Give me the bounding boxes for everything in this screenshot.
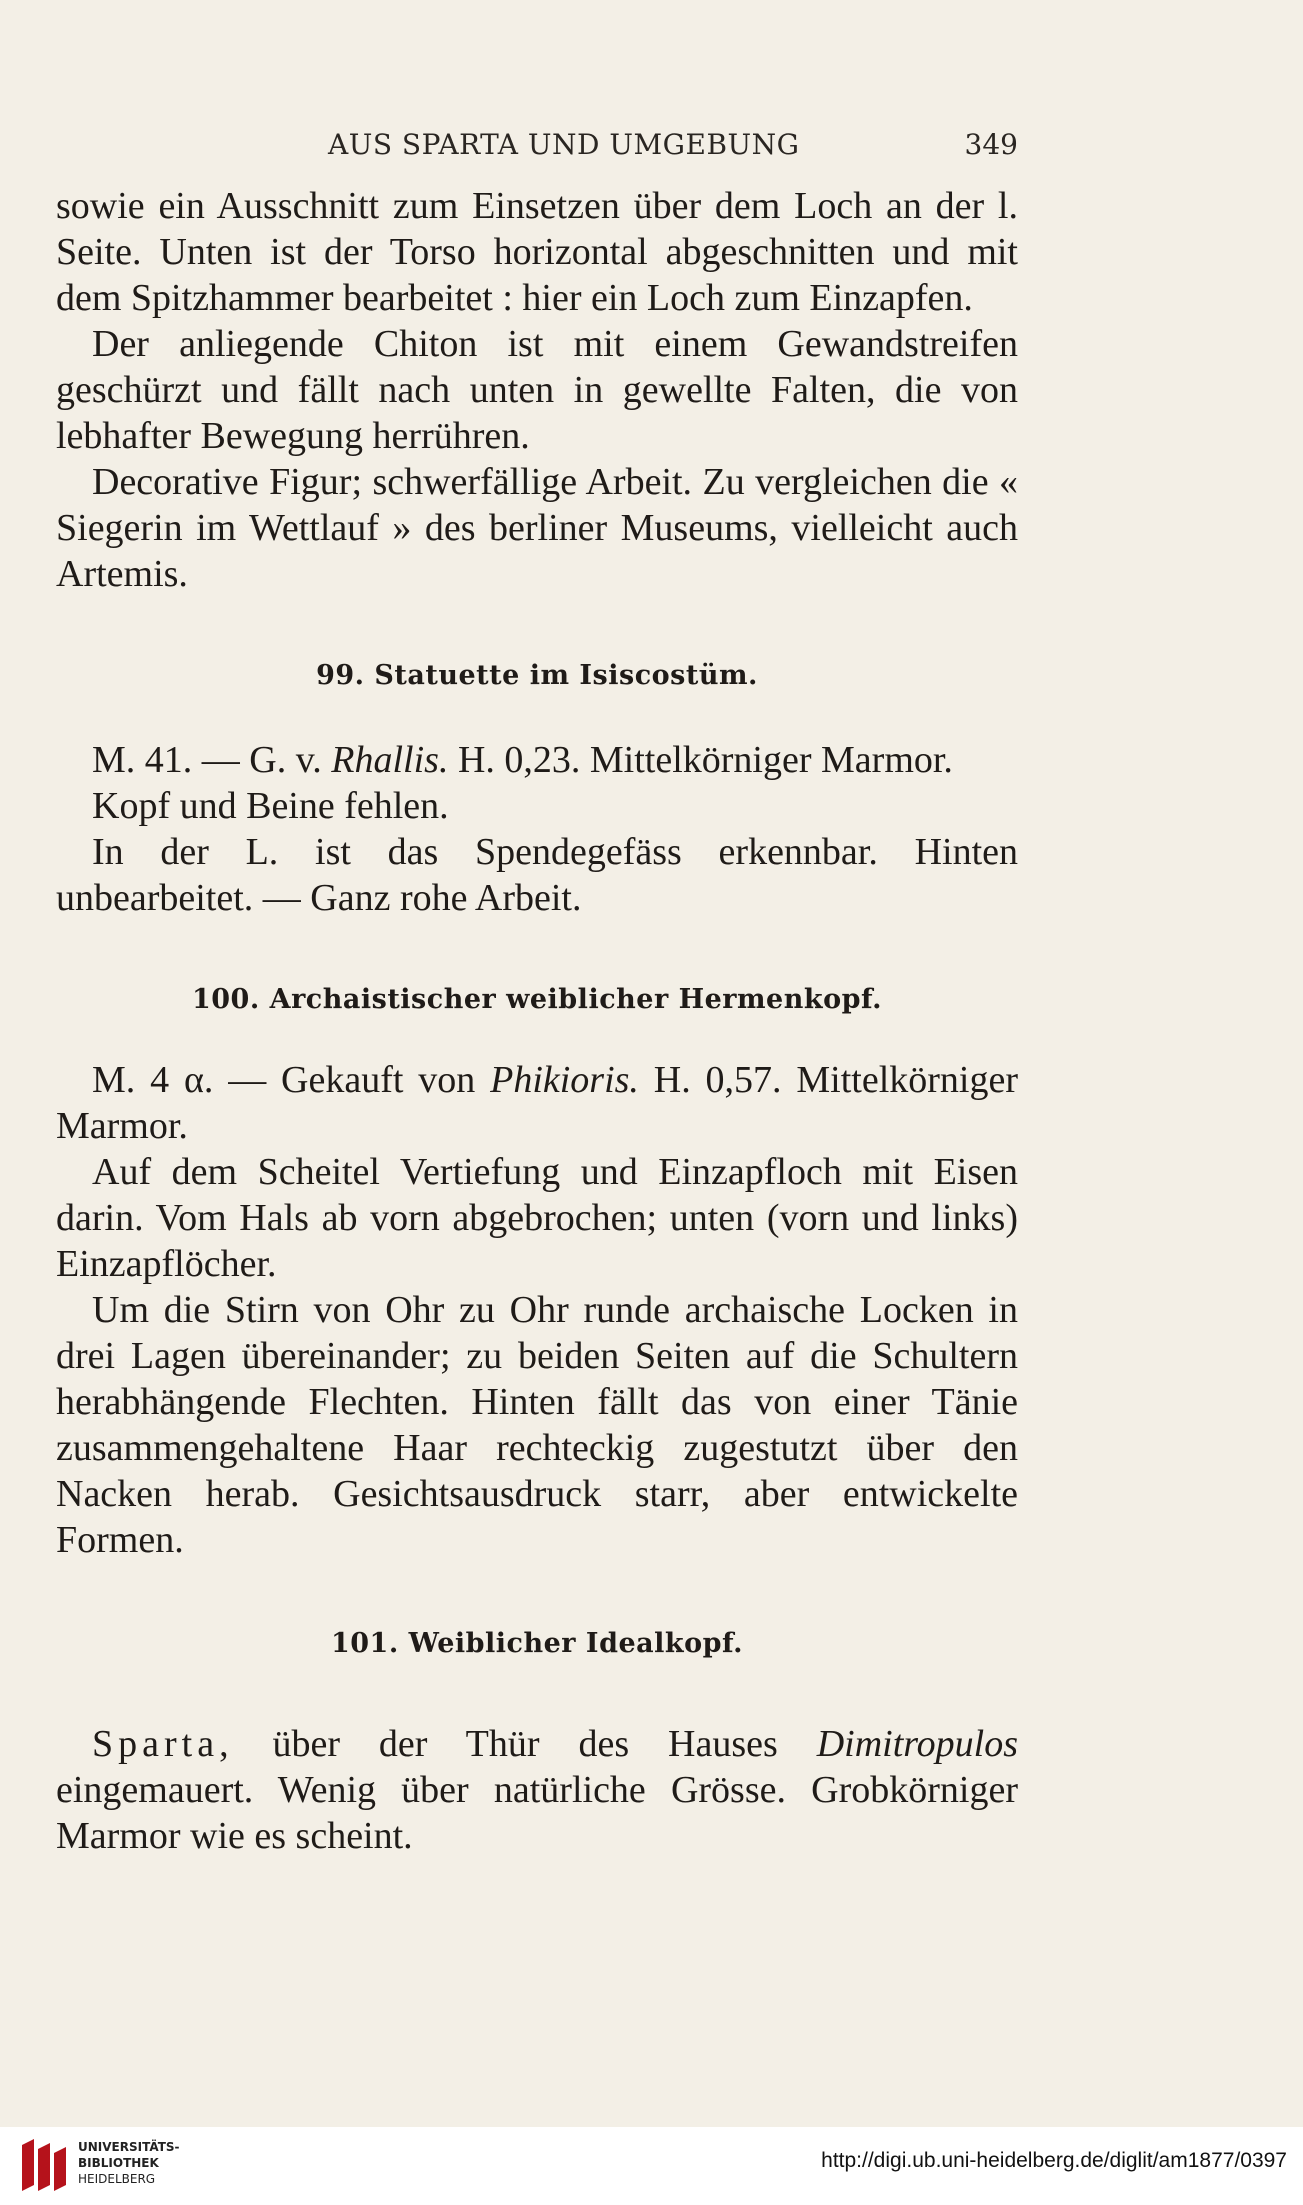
section-100-paragraph-2: Auf dem Scheitel Vertiefung und Einzapfloch mit Eisen darin. Vom Hals ab vorn abgebrochen; unten (vorn und links) Einzapflöcher. — [56, 1151, 1018, 1285]
section-99-paragraph-3: In der L. ist das Spendegefäss erkennbar. Hinten unbearbeitet. — Ganz rohe Arbeit. — [56, 831, 1018, 919]
library-name-line-2: BIBLIOTHEK — [78, 2156, 159, 2170]
running-head: AUS SPARTA UND UMGEBUNG — [328, 128, 800, 161]
library-name — [78, 2139, 180, 2187]
section-99-measure: H. 0,23. Mittelkörniger Marmor. — [448, 739, 953, 781]
section-99-paragraph-2: Kopf und Beine fehlen. — [92, 785, 449, 827]
intro-paragraph-1: sowie ein Ausschnitt zum Einsetzen über dem Loch an der l. Seite. Unten ist der Torso horizontal abgeschnitten und mit dem Spitzhammer bearbeitet : hier ein Loch zum Einzapfen. — [56, 185, 1018, 319]
library-name-line-1: UNIVERSITÄTS- — [78, 2140, 180, 2154]
section-100-dealer: Phikioris. — [490, 1059, 639, 1101]
section-100-paragraph-1 — [56, 1057, 1018, 1149]
section-99-dealer: Rhallis. — [331, 739, 449, 781]
section-101-place: Sparta, — [92, 1723, 234, 1765]
section-101-owner: Dimitropulos — [816, 1723, 1018, 1765]
library-name-line-3: HEIDELBERG — [78, 2172, 156, 2186]
section-99-ref: M. 41. — G. v. — [92, 739, 332, 781]
library-logo-icon — [14, 2135, 74, 2197]
permalink-url[interactable]: http://digi.ub.uni-heidelberg.de/diglit/am1877/0397 — [821, 2149, 1287, 2172]
intro-paragraph-2: Der anliegende Chiton ist mit einem Gewandstreifen geschürzt und fällt nach unten in gewellte Falten, die von lebhafter Bewegung herrühren. — [56, 323, 1018, 457]
intro-paragraph-3: Decorative Figur; schwerfällige Arbeit. Zu vergleichen die « Siegerin im Wettlauf » des berliner Museums, vielleicht auch Artemis. — [56, 461, 1018, 595]
section-100-paragraph-3: Um die Stirn von Ohr zu Ohr runde archaische Locken in drei Lagen übereinander; zu beiden Seiten auf die Schultern herabhängende Flechten. Hinten fällt das von einer Tänie zusammengehaltene Haar rechteckig zugestutzt über den Nacken herab. Gesichtsausdruck starr, aber entwickelte Formen. — [56, 1289, 1018, 1561]
page-number: 349 — [964, 128, 1018, 161]
digitization-footer — [0, 2127, 1303, 2205]
section-100-ref: M. 4 α. — Gekauft von — [92, 1059, 491, 1101]
section-101-location: über der Thür des Hauses — [233, 1723, 817, 1765]
section-101-paragraph-1 — [56, 1721, 1018, 1859]
section-100-measure: H. 0,57. Mittelkörniger Marmor. — [56, 1059, 1019, 1147]
page-header — [58, 128, 1018, 168]
page-body — [56, 183, 1018, 1859]
section-99-paragraph-1 — [56, 737, 1018, 783]
section-heading-101: 101. Weiblicher Idealkopf. — [330, 1628, 744, 1659]
section-heading-100: 100. Archaistischer weiblicher Hermenkopf. — [191, 984, 883, 1015]
section-101-description: eingemauert. Wenig über natürliche Grösse. Grobkörniger Marmor wie es scheint. — [56, 1769, 1018, 1857]
section-heading-99: 99. Statuette im Isiscostüm. — [316, 660, 758, 691]
